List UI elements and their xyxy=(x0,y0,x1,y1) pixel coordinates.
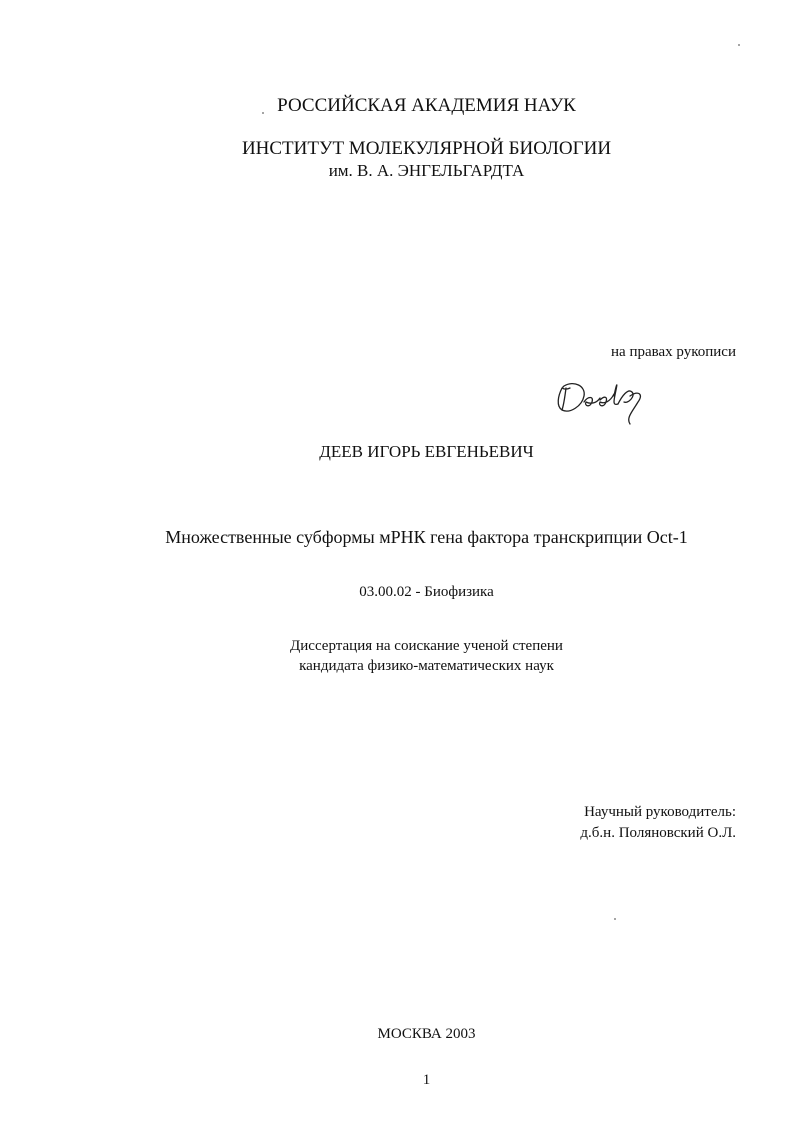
dissertation-title: Множественные субформы мРНК гена фактора транскрипции Oct-1 xyxy=(165,527,688,547)
scan-speck xyxy=(738,44,740,46)
degree-line-2: кандидата физико-математических наук xyxy=(299,658,554,674)
degree-line-1: Диссертация на соискание ученой степени xyxy=(290,638,563,654)
page-number: 1 xyxy=(422,1072,431,1088)
city-year: МОСКВА 2003 xyxy=(377,1026,476,1042)
institute-name: ИНСТИТУТ МОЛЕКУЛЯРНОЙ БИОЛОГИИ xyxy=(241,138,612,159)
specialty-code: 03.00.02 - Биофизика xyxy=(359,584,494,600)
academy-name: РОССИЙСКАЯ АКАДЕМИЯ НАУК xyxy=(277,95,576,116)
scan-speck xyxy=(614,918,616,920)
supervisor-name: д.б.н. Поляновский О.Л. xyxy=(580,825,736,841)
supervisor-label: Научный руководитель: xyxy=(584,804,736,820)
manuscript-rights-note: на правах рукописи xyxy=(611,344,736,360)
author-name: ДЕЕВ ИГОРЬ ЕВГЕНЬЕВИЧ xyxy=(319,442,534,461)
author-signature xyxy=(552,366,652,430)
scan-speck xyxy=(262,112,264,114)
institute-named-after: им. В. А. ЭНГЕЛЬГАРДТА xyxy=(328,161,525,180)
